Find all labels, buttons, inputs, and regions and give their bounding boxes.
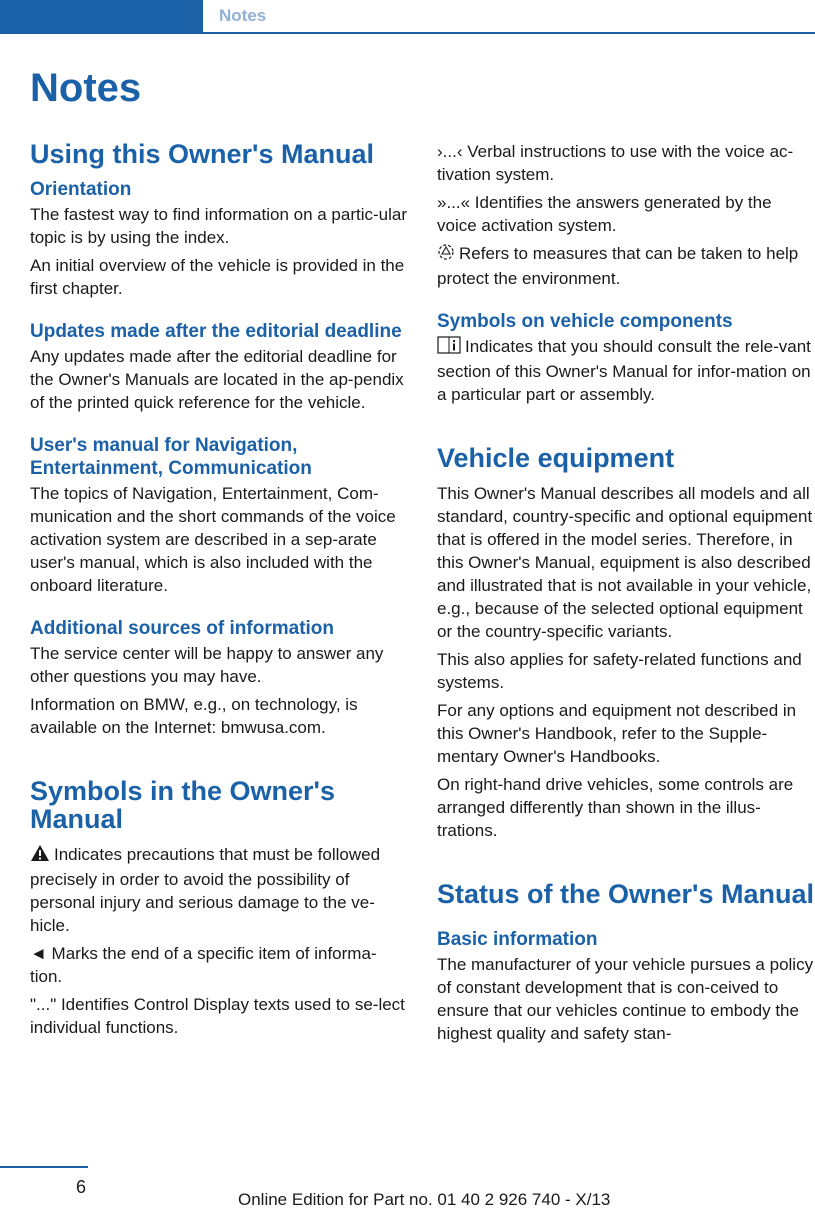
book-info-icon bbox=[437, 336, 461, 360]
paragraph: For any options and equipment not described in this Owner's Handbook, refer to the Supple-mentary Owner's Handbooks. bbox=[437, 701, 797, 766]
paragraph: ›...‹ Verbal instructions to use with the voice ac-tivation system. bbox=[437, 142, 794, 184]
recycle-icon bbox=[437, 243, 455, 267]
header-section-label: Notes bbox=[219, 6, 267, 25]
header-bar bbox=[0, 0, 203, 34]
components-text: Indicates that you should consult the rele-vant section of this Owner's Manual for infor-mation on a particular part or assembly. bbox=[437, 337, 811, 404]
warning-triangle-icon bbox=[30, 844, 50, 868]
heading-additional-sources: Additional sources of information bbox=[30, 618, 335, 639]
paragraph: »...« Identifies the answers generated by the voice activation system. bbox=[437, 193, 772, 235]
paragraph: The fastest way to find information on a partic-ular topic is by using the index. bbox=[30, 205, 408, 247]
paragraph-components bbox=[437, 335, 814, 406]
paragraph: ◄ Marks the end of a specific item of informa-tion. bbox=[30, 944, 377, 986]
heading-status-manual: Status of the Owner's Manual bbox=[437, 879, 814, 909]
right-column bbox=[437, 140, 814, 1050]
paragraph: "..." Identifies Control Display texts used to se-lect individual functions. bbox=[30, 995, 405, 1037]
paragraph: Any updates made after the editorial deadline for the Owner's Manuals are located in the ap-pendix of the printed quick reference for the vehicle. bbox=[30, 347, 404, 412]
paragraph: Information on BMW, e.g., on technology, is available on the Internet: bmwusa.com. bbox=[30, 695, 358, 737]
paragraph: The topics of Navigation, Entertainment, Com-munication and the short commands of the voice activation system are described in a sep-arate user's manual, which is also included with the onboard literature. bbox=[30, 484, 396, 595]
heading-symbols: Symbols in the Owner's Manual bbox=[30, 776, 335, 834]
paragraph: An initial overview of the vehicle is provided in the first chapter. bbox=[30, 256, 405, 298]
paragraph: The service center will be happy to answer any other questions you may have. bbox=[30, 644, 384, 686]
paragraph: This also applies for safety-related functions and systems. bbox=[437, 650, 802, 692]
paragraph: On right-hand drive vehicles, some controls are arranged differently than shown in the illus-trations. bbox=[437, 775, 794, 840]
header-rule bbox=[203, 32, 815, 34]
environment-text: Refers to measures that can be taken to help protect the environment. bbox=[437, 244, 799, 288]
footer-rule bbox=[0, 1166, 88, 1168]
heading-orientation: Orientation bbox=[30, 179, 132, 200]
heading-using-manual: Using this Owner's Manual bbox=[30, 139, 374, 169]
warning-text: Indicates precautions that must be followed precisely in order to avoid the possibility of personal injury and serious damage to the ve-hicle. bbox=[30, 845, 381, 935]
page-number: 6 bbox=[76, 1177, 87, 1197]
edition-note: Online Edition for Part no. 01 40 2 926 740 - X/13 bbox=[238, 1190, 611, 1209]
paragraph: This Owner's Manual describes all models and all standard, country-specific and optional equipment that is offered in the model series. Therefore, in this Owner's Manual, equipment is also described and illustrated that is not available in your vehicle, e.g., because of the selected optional equipment or the country-specific variants. bbox=[437, 484, 813, 641]
heading-user-manual: User's manual for Navigation, Entertainment, Communication bbox=[30, 435, 312, 479]
heading-vehicle-components: Symbols on vehicle components bbox=[437, 311, 733, 332]
left-column bbox=[30, 140, 408, 1044]
paragraph-environment bbox=[437, 242, 814, 290]
heading-updates: Updates made after the editorial deadline bbox=[30, 321, 402, 342]
page-title: Notes bbox=[30, 66, 142, 110]
paragraph: The manufacturer of your vehicle pursues a policy of constant development that is con-ceived to ensure that our vehicles continue to embody the highest quality and safety stan- bbox=[437, 955, 814, 1043]
heading-basic-information: Basic information bbox=[437, 929, 598, 950]
heading-vehicle-equipment: Vehicle equipment bbox=[437, 443, 675, 473]
paragraph-warning bbox=[30, 843, 408, 937]
